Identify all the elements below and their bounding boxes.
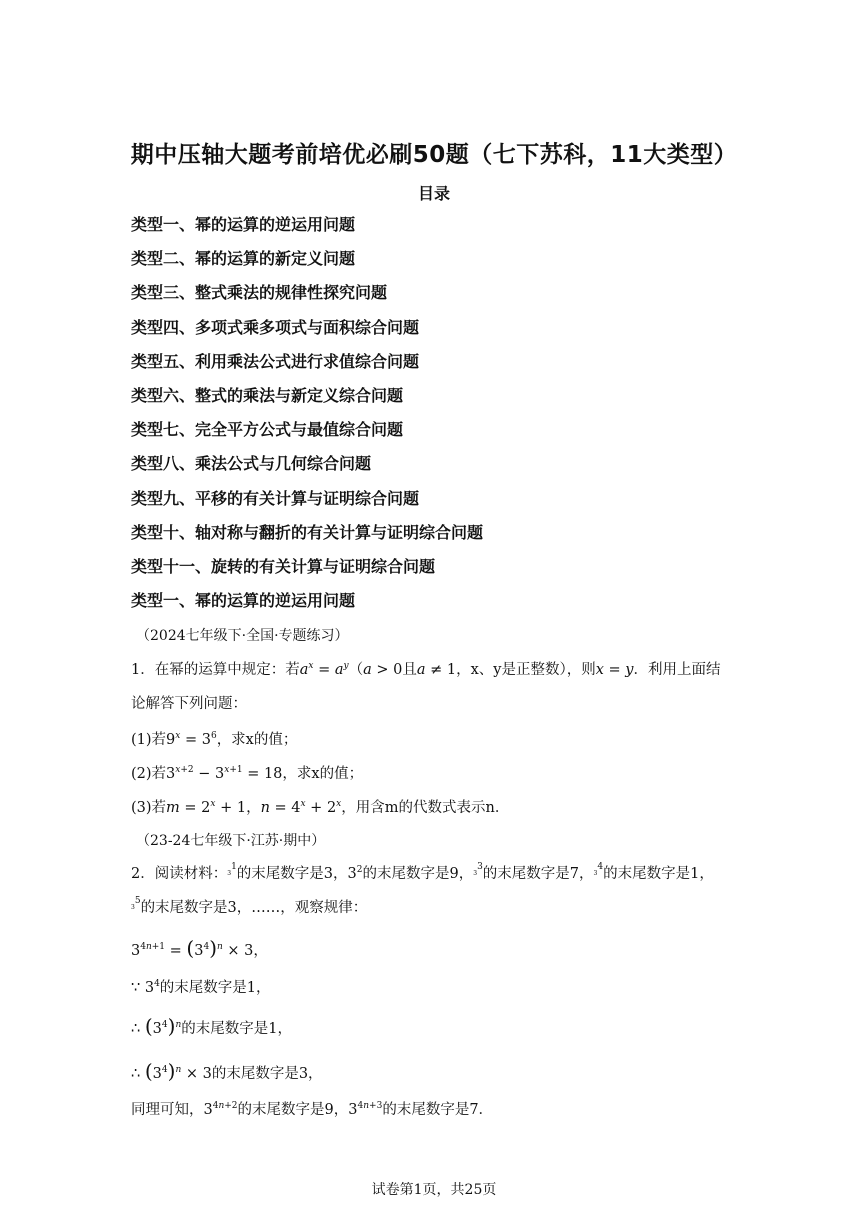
q2-step4: ∴ $(3^4)^n \times 3$的末尾数字是3，	[131, 1059, 323, 1083]
q1-cond-end: ，x、y是正整数），则	[456, 662, 596, 678]
q1-p1-post: ，求x的值；	[216, 732, 298, 748]
q1-p3-post: ，用含m的代数式表示n．	[341, 800, 510, 816]
q1-source: （2024七年级下·全国·专题练习）	[136, 628, 349, 644]
q2-step2: ∵ $3^4$的末尾数字是1，	[131, 979, 271, 996]
toc-item[interactable]: 类型五、利用乘法公式进行求值综合问题	[131, 351, 420, 371]
q2-t2: 的末尾数字是9，	[362, 866, 474, 882]
toc-item[interactable]: 类型三、整式乘法的规律性探究问题	[131, 283, 388, 303]
q1-p1-pre: (1)若	[131, 732, 167, 748]
q1-line2: 论解答下列问题：	[131, 696, 247, 712]
q2-s2: 的末尾数字是1，	[159, 980, 271, 996]
q2-t4: 的末尾数字是1，	[603, 866, 714, 882]
q1-intro: 1．在幂的运算中规定：若	[131, 662, 300, 678]
toc-item[interactable]: 类型七、完全平方公式与最值综合问题	[131, 420, 404, 440]
q1-cond-and: 且	[402, 662, 417, 678]
q2-intro-line: 2．阅读材料：$^{3^1}$的末尾数字是3，$3^2$的末尾数字是9，$^{3^3}$的末尾数字是7，$^{3^4}$的末尾数字是1，	[131, 862, 714, 882]
page-footer: 试卷第1页，共25页	[371, 1182, 497, 1198]
toc-item[interactable]: 类型十、轴对称与翻折的有关计算与证明综合问题	[131, 522, 484, 542]
section-heading: 类型一、幂的运算的逆运用问题	[131, 591, 356, 610]
q2-line2: $^{3^5}$的末尾数字是3，……，观察规律：	[131, 896, 368, 916]
formula: x	[595, 662, 604, 678]
q2-t1: 的末尾数字是3，	[236, 866, 348, 882]
toc-item[interactable]: 类型六、整式的乘法与新定义综合问题	[131, 385, 404, 405]
toc-item[interactable]: 类型十一、旋转的有关计算与证明综合问题	[131, 556, 436, 576]
q2-s1-tail: ，	[253, 943, 268, 959]
q2-source: （23-24七年级下·江苏·期中）	[136, 833, 326, 849]
q1-intro-line: 1．在幂的运算中规定：若$a^x = a^y(a > 0$且a ≠ 1，x、y是正整数），则x = y．利用上面结	[131, 661, 721, 678]
toc-heading: 目录	[417, 184, 450, 203]
q1-cond-tail: ．利用上面结	[633, 662, 721, 678]
toc-item[interactable]: 类型九、平移的有关计算与证明综合问题	[131, 488, 420, 508]
q1-p3-pre: (3)若	[131, 800, 167, 816]
formula: $a^x = a^y$	[299, 661, 349, 678]
q2-t3: 的末尾数字是7，	[482, 866, 594, 882]
toc-item[interactable]: 类型二、幂的运算的新定义问题	[131, 249, 356, 269]
q2-s3: 的末尾数字是1，	[181, 1021, 292, 1037]
formula: y	[625, 662, 634, 678]
q2-t5: 的末尾数字是3，……，观察规律：	[140, 900, 368, 916]
q1-part3: (3)若$m = 2^x + 1$，$n = 4^x + 2^x$，用含m的代数式表示n．	[131, 799, 510, 816]
toc-item[interactable]: 类型一、幂的运算的逆运用问题	[131, 215, 356, 234]
table-of-contents	[131, 212, 483, 588]
q1-p2-post: ，求x的值；	[282, 766, 364, 782]
q2-s5-post: 的末尾数字是7．	[382, 1102, 494, 1118]
formula: a	[416, 662, 426, 678]
toc-item[interactable]: 类型八、乘法公式与几何综合问题	[131, 454, 372, 474]
q2-s5-mid: 的末尾数字是9，	[237, 1102, 349, 1118]
q2-step5: 同理可知，$3^{4n+2}$的末尾数字是9，$3^{4n+3}$的末尾数字是7．	[131, 1101, 494, 1118]
toc-item[interactable]: 类型四、多项式乘多项式与面积综合问题	[131, 317, 420, 337]
q2-s5-pre: 同理可知，	[131, 1102, 204, 1118]
q2-step3: ∴ $(3^4)^n$的末尾数字是1，	[131, 1014, 292, 1038]
q1-part1: (1)若$9^x = 3^6$，求x的值；	[131, 731, 298, 748]
q1-p3-mid: ，	[246, 800, 261, 816]
page-title: 期中压轴大题考前培优必刷50题（七下苏科，11大类型）	[130, 142, 738, 168]
q2-step1: $3^{4n+1} = (3^4)^n \times 3$，	[131, 936, 268, 960]
q1-p2-pre: (2)若	[131, 766, 167, 782]
q1-cond-open: （	[348, 662, 364, 678]
q1-part2: (2)若$3^{x+2} - 3^{x+1} = 18$，求x的值；	[131, 765, 364, 782]
q2-intro: 2．阅读材料：	[131, 866, 228, 882]
formula: a	[363, 662, 372, 678]
q2-s4: 的末尾数字是3，	[211, 1066, 323, 1082]
